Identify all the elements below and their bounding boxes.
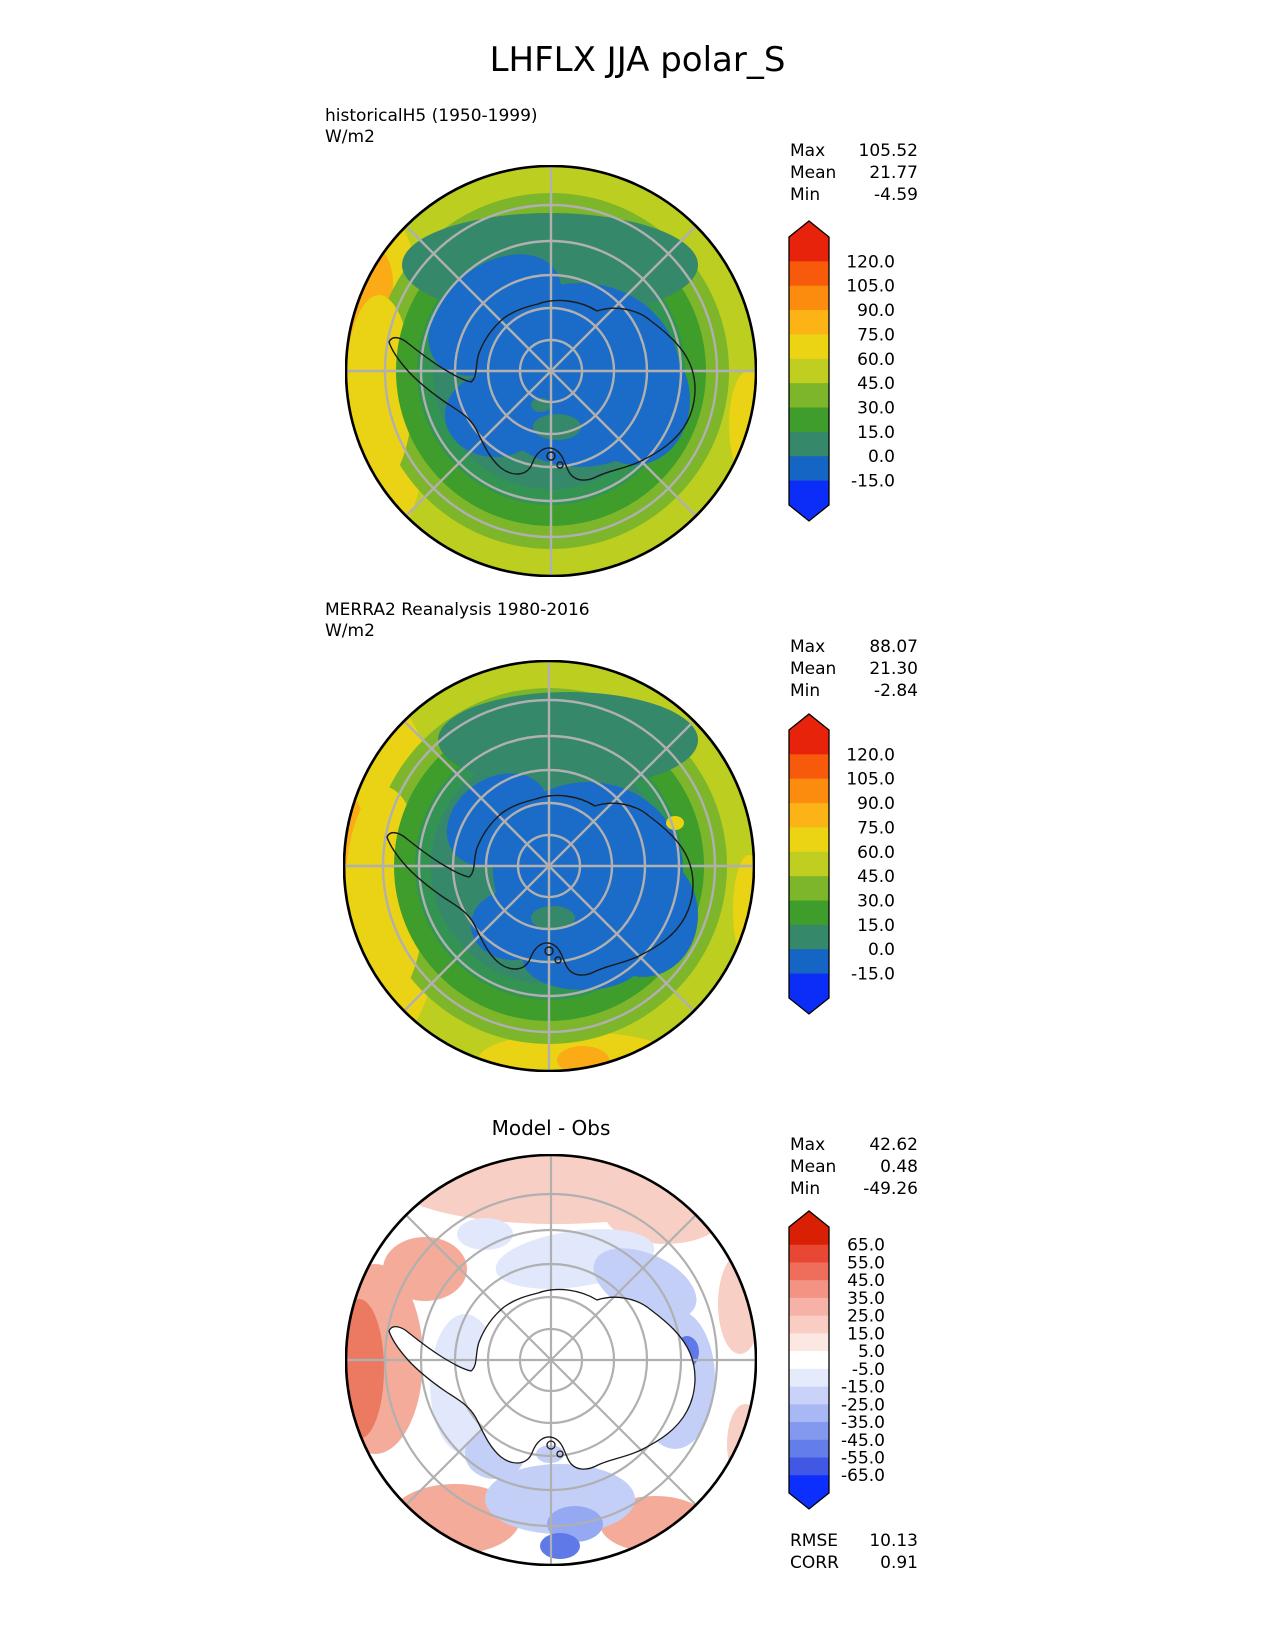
- stat-value: 21.30: [869, 659, 918, 679]
- stat-label: Min: [790, 185, 821, 205]
- colorbar-tick-label: 30.0: [857, 891, 895, 912]
- colorbar-segment: [789, 334, 829, 359]
- colorbar-segment: [789, 408, 829, 433]
- metric-row-corr: [790, 1552, 918, 1574]
- stat-value: 21.77: [869, 163, 918, 183]
- colorbar-bottom-arrow: [789, 998, 829, 1014]
- metric-value: 0.91: [880, 1553, 918, 1573]
- colorbar-tick-label: 55.0: [847, 1253, 885, 1274]
- panel1-label: [325, 106, 538, 148]
- colorbar-tick-label: -15.0: [841, 1377, 885, 1398]
- colorbar-tick-label: 60.0: [857, 349, 895, 370]
- colorbar-segment: [789, 261, 829, 286]
- stat-row-min: [790, 184, 918, 206]
- panel2-stats: [790, 636, 918, 702]
- metric-value: 10.13: [869, 1531, 918, 1551]
- colorbar-segment: [789, 827, 829, 852]
- stat-label: Max: [790, 141, 826, 161]
- stat-label: Mean: [790, 1157, 837, 1177]
- stat-label: Min: [790, 681, 821, 701]
- colorbar-segment: [789, 1387, 829, 1405]
- colorbar-tick-label: -25.0: [841, 1395, 885, 1416]
- colorbar-tick-label: 15.0: [847, 1324, 885, 1345]
- colorbar-segment: [789, 901, 829, 926]
- polar-map-obs: [343, 660, 755, 1072]
- colorbar-bottom-arrow: [789, 505, 829, 521]
- stat-label: Mean: [790, 163, 837, 183]
- colorbar-tick-label: 45.0: [847, 1271, 885, 1292]
- metric-label: RMSE: [790, 1531, 839, 1551]
- colorbar-segment: [789, 1227, 829, 1245]
- stat-label: Min: [790, 1179, 821, 1199]
- colorbar-segment: [789, 1333, 829, 1351]
- stat-row-mean: [790, 1156, 918, 1178]
- colorbar-segment: [789, 359, 829, 384]
- panel1-stats: [790, 140, 918, 206]
- colorbar-tick-label: 25.0: [847, 1306, 885, 1327]
- panel1-label-line1: historicalH5 (1950-1999): [325, 106, 538, 126]
- colorbar-tick-label: 90.0: [857, 301, 895, 322]
- panel1-colorbar: [788, 220, 913, 527]
- panel2-label: [325, 600, 590, 642]
- stat-row-max: [790, 636, 918, 658]
- panel2-colorbar: [788, 713, 913, 1020]
- colorbar-segment: [789, 974, 829, 999]
- stat-value: 0.48: [880, 1157, 918, 1177]
- colorbar-segment: [789, 383, 829, 408]
- colorbar-segment: [789, 286, 829, 311]
- stat-label: Max: [790, 1135, 826, 1155]
- colorbar-top-arrow: [789, 1211, 829, 1227]
- colorbar-tick-label: 65.0: [847, 1235, 885, 1256]
- colorbar-tick-label: 90.0: [857, 794, 895, 815]
- colorbar-tick-label: 105.0: [846, 276, 895, 297]
- colorbar-segment: [789, 1440, 829, 1458]
- colorbar-segment: [789, 1245, 829, 1263]
- stat-value: 42.62: [869, 1135, 918, 1155]
- colorbar-segment: [789, 481, 829, 506]
- colorbar-segment: [789, 754, 829, 779]
- stat-row-max: [790, 140, 918, 162]
- colorbar-tick-label: 45.0: [857, 374, 895, 395]
- colorbar-tick-label: 45.0: [857, 867, 895, 888]
- stat-row-max: [790, 1134, 918, 1156]
- colorbar-segment: [789, 1422, 829, 1440]
- colorbar-segment: [789, 1369, 829, 1387]
- colorbar-segment: [789, 1475, 829, 1493]
- colorbar-segment: [789, 456, 829, 481]
- panel3-title: Model - Obs: [491, 1116, 611, 1140]
- colorbar-segment: [789, 779, 829, 804]
- colorbar-segment: [789, 1298, 829, 1316]
- colorbar-tick-label: 15.0: [857, 915, 895, 936]
- stat-value: -2.84: [874, 681, 918, 701]
- colorbar-svg: [788, 1210, 913, 1511]
- metric-row-rmse: [790, 1530, 918, 1552]
- panel3-metrics: [790, 1530, 918, 1574]
- colorbar-tick-label: -55.0: [841, 1448, 885, 1469]
- colorbar-segment: [789, 1457, 829, 1475]
- colorbar-segment: [789, 949, 829, 974]
- stat-row-min: [790, 680, 918, 702]
- colorbar-tick-label: 120.0: [846, 745, 895, 766]
- polar-map-diff: [345, 1154, 757, 1566]
- stat-label: Max: [790, 637, 826, 657]
- colorbar-tick-label: 120.0: [846, 252, 895, 273]
- stat-row-mean: [790, 162, 918, 184]
- stat-value: -4.59: [874, 185, 918, 205]
- colorbar-tick-label: -45.0: [841, 1430, 885, 1451]
- panel3-stats: [790, 1134, 918, 1200]
- polar-map-model: [345, 165, 757, 577]
- colorbar-tick-label: -35.0: [841, 1413, 885, 1434]
- colorbar-segment: [789, 237, 829, 262]
- colorbar-tick-label: 35.0: [847, 1288, 885, 1309]
- colorbar-segment: [789, 1316, 829, 1334]
- colorbar-tick-label: 15.0: [857, 422, 895, 443]
- colorbar-tick-label: 75.0: [857, 325, 895, 346]
- stat-value: 88.07: [869, 637, 918, 657]
- colorbar-tick-label: -15.0: [851, 964, 895, 985]
- colorbar-segment: [789, 925, 829, 950]
- metric-label: CORR: [790, 1553, 839, 1573]
- colorbar-svg: [788, 713, 913, 1016]
- colorbar-tick-label: 0.0: [867, 940, 895, 961]
- colorbar-tick-label: 30.0: [857, 398, 895, 419]
- colorbar-tick-label: 60.0: [857, 842, 895, 863]
- colorbar-segment: [789, 1280, 829, 1298]
- colorbar-segment: [789, 1262, 829, 1280]
- colorbar-segment: [789, 730, 829, 755]
- colorbar-tick-label: 105.0: [846, 769, 895, 790]
- panel2-label-line1: MERRA2 Reanalysis 1980-2016: [325, 600, 590, 620]
- colorbar-segment: [789, 1404, 829, 1422]
- colorbar-tick-label: 0.0: [867, 447, 895, 468]
- colorbar-tick-label: 75.0: [857, 818, 895, 839]
- colorbar-tick-label: -15.0: [851, 471, 895, 492]
- colorbar-bottom-arrow: [789, 1493, 829, 1509]
- colorbar-tick-label: -5.0: [851, 1359, 885, 1380]
- colorbar-segment: [789, 1351, 829, 1369]
- stat-value: -49.26: [863, 1179, 918, 1199]
- panel3-colorbar: [788, 1210, 913, 1515]
- colorbar-tick-label: -65.0: [841, 1466, 885, 1487]
- colorbar-top-arrow: [789, 714, 829, 730]
- panel2-units: W/m2: [325, 621, 375, 641]
- colorbar-segment: [789, 876, 829, 901]
- stat-row-mean: [790, 658, 918, 680]
- panel1-units: W/m2: [325, 127, 375, 147]
- colorbar-segment: [789, 852, 829, 877]
- colorbar-tick-label: 5.0: [857, 1342, 885, 1363]
- colorbar-top-arrow: [789, 221, 829, 237]
- colorbar-segment: [789, 310, 829, 335]
- colorbar-segment: [789, 803, 829, 828]
- colorbar-svg: [788, 220, 913, 523]
- stat-value: 105.52: [858, 141, 918, 161]
- stat-label: Mean: [790, 659, 837, 679]
- colorbar-segment: [789, 432, 829, 457]
- stat-row-min: [790, 1178, 918, 1200]
- figure-title: LHFLX JJA polar_S: [489, 40, 786, 80]
